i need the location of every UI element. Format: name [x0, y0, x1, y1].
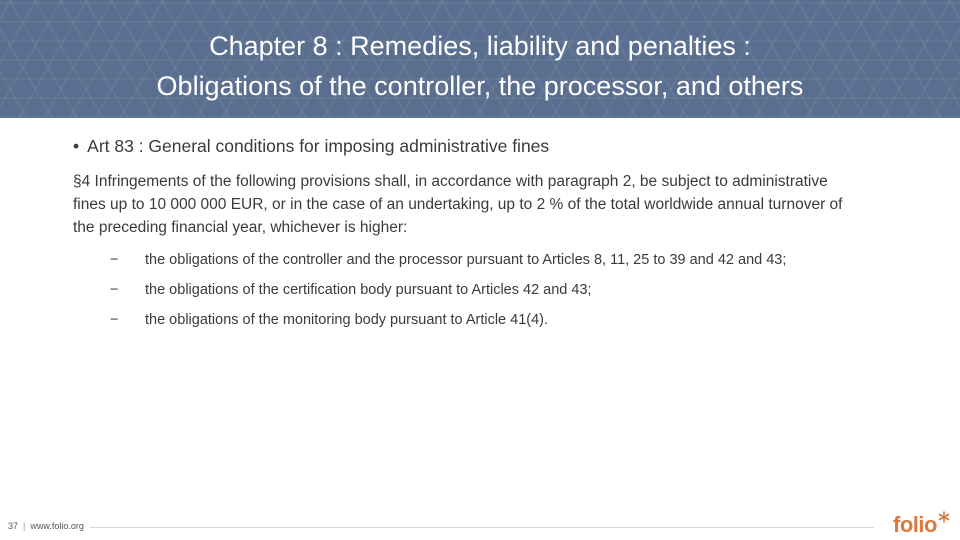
logo-wordmark: folio [893, 512, 937, 537]
paragraph-text: §4 Infringements of the following provisions shall, in accordance with paragraph 2, be subject to administrative fines up to 10 000 000 EUR, or in the case of an undertaking, up to 2 % of the total worldwide annual turnover of the preceding financial year, whichever is higher: [73, 173, 843, 236]
footer-info [8, 521, 90, 531]
bullet-dot-icon: • [73, 136, 80, 156]
slide-title-line-2: Obligations of the controller, the processor, and others [156, 71, 804, 101]
footer-divider [8, 527, 874, 528]
footer-website-link[interactable]: www.folio.org [30, 521, 84, 531]
slide-title [0, 26, 960, 106]
dash-marker: − [110, 282, 119, 298]
dash-marker: − [110, 252, 119, 268]
dash-marker: − [110, 312, 119, 328]
list-item [110, 310, 890, 340]
obligations-list [110, 250, 890, 340]
footer-separator: | [23, 521, 26, 531]
page-number: 37 [8, 521, 19, 531]
list-item [110, 280, 890, 310]
list-item [110, 250, 890, 280]
slide-title-line-1: Chapter 8 : Remedies, liability and penalties : [209, 31, 751, 61]
article-bullet [73, 136, 549, 157]
slide-header [0, 0, 960, 118]
list-item-text: the obligations of the controller and the processor pursuant to Articles 8, 11, 25 to 39 and 42 and 43; [145, 252, 787, 268]
list-item-text: the obligations of the monitoring body pursuant to Article 41(4). [145, 312, 549, 328]
list-item-text: the obligations of the certification body pursuant to Articles 42 and 43; [145, 282, 592, 298]
folio-logo [893, 509, 953, 539]
article-heading: Art 83 : General conditions for imposing administrative fines [87, 136, 550, 156]
asterisk-star-icon [938, 511, 950, 523]
